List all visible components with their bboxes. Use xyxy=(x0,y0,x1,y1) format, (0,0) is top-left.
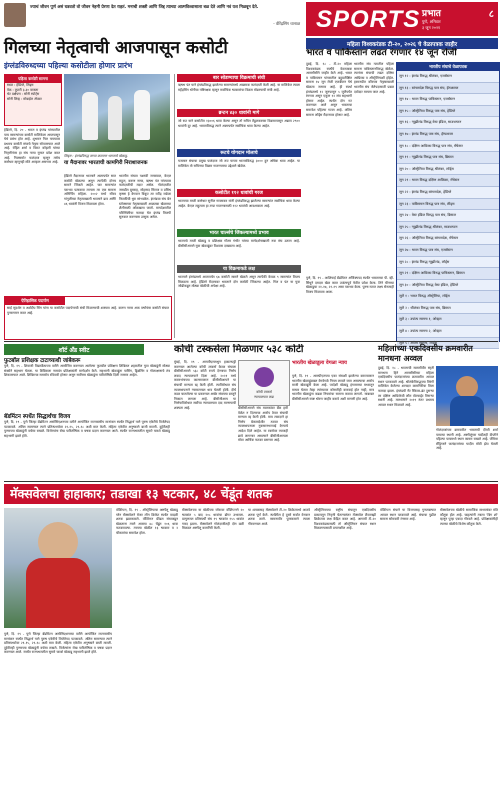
wc-schedule xyxy=(396,62,500,345)
lead-info-line: स्थळ : हेडिंग्ले, लिड्स xyxy=(7,83,34,87)
wc-body-2: भारतीय संघ गटातील पहिला सामना पाकिस्तानविरुद्ध खेळेल. त्यानंतर संघाची लढत दक्षिण आफ्रिका व ऑस्ट्रेलियाशी होईल. हरमनप्रीत कौरच्या नेतृत्वाखाली भारतीय संघ जेतेपदासाठी प्रबळ दावेदार मानला जात आहे. xyxy=(354,62,394,94)
lead-body-b: भारतीय संघात यशस्वी जयस्वाल, केएल राहुल, करुण नायर, ऋषभ पंत यांच्यावर फलंदाजीची मदार असेल. गोलंदाजीत जसप्रीत बुमराह, मोहम्मद सिराज व प्रसिध कृष्णा हे वेगवान त्रिकूट तर रवींद्र जडेजा फिरकीची धुरा सांभाळेल. इंग्लंडचा संघ बेन स्टोक्सच्या नेतृत्वाखाली आक्रमक खेळाच्या शैलीसाठी ओळखला जातो. मायदेशातील परिस्थितीचा फायदा घेत इंग्लंड विजयी सुरुवात करण्यास उत्सुक असेल. xyxy=(119,174,171,220)
paper-sub: पुणे, शनिवार xyxy=(422,19,441,24)
kochi-body: मुंबई, दि. १९ - आयपीएलमधून हकालपट्टी करण्यात आलेल्या कोची टस्कर्स केरळ संघाला बीसीसीआयने ५३८ कोटी रुपये देण्याचा निर्णय लवाद न्यायालयाने दिला आहे. २०११ मध्ये करारभंगाच्या कारणावरून बीसीसीआयने या संघाची मान्यता रद्द केली होती. त्याविरोधात संघ व्यवस्थापनाने न्यायालयात धाव घेतली होती. दीर्घ काळ चाललेल्या या प्रकरणात अखेर संघाच्या बाजूने निकाल लागला आहे. बीसीसीआय या निर्णयाविरोधात सर्वोच्च न्यायालयात दाद मागण्याची शक्यता आहे. xyxy=(174,360,236,410)
middle-title-2: ब्रन्टन ४३० धावांनी मागे xyxy=(177,109,301,117)
brief-item-1-text: पुणे, दि. १९ - शिवाजी विद्यापीठाच्या वतीने आयोजित करण्यात आलेल्या फुटबॉल प्रशिक्षण शिबिरात शहरातील युवा खेळाडूंनी मोठ्या संख्येने सहभाग घेतला. या शिबिराला नामवंत प्रशिक्षकांनी मार्गदर्शन केले. सहभागी खेळाडूंना पासिंग, ड्रिबलिंग व गोलरक्षणाचे तंत्र शिकवण्यात आले. शिबिराचा समारोप रविवारी होणार असून सर्वोत्तम खेळाडूंना पारितोषिके दिली जाणार आहेत. xyxy=(4,364,170,378)
masthead-quote-author: - वीरेंद्रसिंग धानाळ xyxy=(273,21,300,26)
schedule-row: जून २८ : इंग्लंड विरुद्ध न्यूझीलंड, लॉर्ड्स xyxy=(397,257,499,269)
lead-info-box xyxy=(4,74,62,126)
schedule-row: जून २० : ऑस्ट्रेलिया विरुद्ध श्रीलंका, लॉर्ड्स xyxy=(397,164,499,176)
bottom-body-3: या शतकासह मॅक्सवेलने टी-२० क्रिकेटमध्ये आठवे शतक पूर्ण केले. स्पर्धेतील हे दुसरे सर्वात वेगवान शतक ठरले. सामनावीर पुरस्काराने त्याला गौरवण्यात आले. xyxy=(248,508,310,526)
divider xyxy=(4,341,498,342)
middle-box-text: भारताने इंग्लंडमध्ये आतापर्यंत ६७ कसोटी सामने खेळले असून त्यापैकी केवळ ९ सामन्यांत विजय मिळवला आहे. हेडिंग्ले मैदानावर भारताने दोन कसोटी जिंकल्या आहेत. गिल व पंत या युवा जोडीकडून मोठ्या खेळीची अपेक्षा आहे. xyxy=(178,275,300,289)
kochi-logo xyxy=(238,360,290,406)
player-figure xyxy=(82,92,98,140)
lead-info-line: सोनी लिव्ह : मोबाईल अ‍ॅपवर xyxy=(7,96,42,101)
player-figure xyxy=(134,90,150,140)
wc-headline: भारत व पाकिस्तान लढत रंगणार १४ जून रोजी xyxy=(306,48,457,58)
bottom-body-side: पुणे, दि. १९ - पुणे जिल्हा बॅडमिंटन असोसिएशनच्या वतीने आयोजित राज्यस्तरीय मानांकन स्पर्धेत सिद्धार्थ याने पुरुष एकेरीचे विजेतेपद पटकावले. अंतिम सामन्यात त्याने प्रतिस्पर्ध्यावर २१-१५, २१-१८ अशी मात केली. महिला एकेरीत अनुष्काने बाजी मारली. दुहेरीतही पुण्याच्या खेळाडूंनी वर्चस्व राखले. विजेत्यांना रोख पारितोषिक व चषक प्रदान करण्यात आले. स्पर्धेत राज्यभरातील सुमारे चारशे खेळाडू सहभागी झाले होते. xyxy=(4,632,112,655)
wc-schedule-list xyxy=(397,71,499,349)
schedule-row: जून ३० : ऑस्ट्रेलिया विरुद्ध वेस्ट इंडिज, हेडिंग्ले xyxy=(397,280,499,292)
schedule-row: जून २५ : न्यूझीलंड विरुद्ध श्रीलंका, साउथम्प्टन xyxy=(397,222,499,234)
schedule-row: जुलै ३ : उपांत्य सामना १, ओव्हल xyxy=(397,314,499,326)
schedule-row: जुलै १ : भारत विरुद्ध ऑस्ट्रेलिया, लॉर्ड्स xyxy=(397,291,499,303)
kochi-body-2: बीसीसीआयने संघ मालकांवर बँक हमी वेळेत न दिल्याचा आरोप ठेवत संघाची मान्यता रद्द केली होती. मात्र लवादाने हा निर्णय बेकायदेशीर ठरवत संघ व्यवस्थापनाला नुकसानभरपाई देण्याचे आदेश दिले आहेत. या रकमेवर व्याजही द्यावे लागणार असल्याने बीसीसीआयला मोठा आर्थिक फटका बसणार आहे. xyxy=(238,406,288,443)
smriti-body-2: गोलंदाजांच्या क्रमवारीत भारताची दीप्ती शर्मा पाचव्या स्थानी आहे. अष्टपैलूंच्या यादीतही दीप्तीने पहिल्या पाचमध्ये स्थान कायम राखले आहे. जेमिमा रॉड्रिग्जने फलंदाजांच्या यादीत मोठी झेप घेतली आहे. xyxy=(436,428,498,451)
lead-body-a: हेडिंग्ले, दि. २० - भारत व इंग्लंड यांच्यातील पाच सामन्यांच्या कसोटी मालिकेला आजपासून येथे प्रारंभ होत आहे. शुभमन गिल याच्यावर प्रथमच कसोटी संघाचे नेतृत्व सोपवण्यात आले आहे. रोहित शर्मा व विराट कोहली यांच्या निवृत्तीनंतर हा संघ नव्या युगात प्रवेश करत आहे. गिलसमोर फलंदाज म्हणून तसेच कर्णधार म्हणूनही मोठे आव्हान असणार आहे. xyxy=(4,128,60,165)
page-number: ८ xyxy=(488,9,494,20)
middle-text-5: भारताचे माजी खेळाडू व प्रशिक्षक गौतम गंभीर यांच्या मार्गदर्शनाखाली नवा संघ उतरत आहे. बीसीसीआयने युवा खेळाडूंवर विश्वास दाखवला आहे. xyxy=(178,239,300,248)
divider xyxy=(4,481,498,482)
schedule-row: जून १६ : न्यूझीलंड विरुद्ध वेस्ट इंडिज, साउथम्प्टन xyxy=(397,117,499,129)
quote-box xyxy=(4,3,304,29)
maxwell-photo xyxy=(4,508,112,628)
schedule-row: जून १५ : ऑस्ट्रेलिया विरुद्ध पात्र संघ, हेडिंग्ले xyxy=(397,106,499,118)
schedule-row: जून २१ : भारत विरुद्ध दक्षिण आफ्रिका, मँचेस्टर xyxy=(397,175,499,187)
middle-text-2: जो रूट याने कसोटीत १३००६ धावा केल्या असून तो सचिन तेंडुलकरच्या विक्रमापासून अद्याप २९०० धावांनी दूर आहे. भारताविरुद्ध त्याने आतापर्यंत सर्वाधिक धावा केल्या आहेत. xyxy=(178,119,300,128)
section-banner xyxy=(306,2,498,36)
brief-item-2-text: पुणे, दि. १९ - पुणे जिल्हा बॅडमिंटन असोसिएशनच्या वतीने आयोजित राज्यस्तरीय मानांकन स्पर्धेत सिद्धार्थ याने पुरुष एकेरीचे विजेतेपद पटकावले. अंतिम सामन्यात त्याने प्रतिस्पर्ध्यावर २१-१५, २१-१८ अशी मात केली. महिला एकेरीत अनुष्काने बाजी मारली. दुहेरीतही पुण्याच्या खेळाडूंनी वर्चस्व राखले. विजेत्यांना रोख पारितोषिक व चषक प्रदान करण्यात आले. स्पर्धेत राज्यभरातील सुमारे चारशे खेळाडू सहभागी झाले होते. xyxy=(4,420,170,438)
middle-title-3: रूटचे योगदान मोलाचे xyxy=(177,149,301,157)
player-figure xyxy=(38,522,78,562)
bottom-body-5: वॉशिंग्टन संघाने या विजयासह गुणतक्त्यात अव्वल स्थान पटकावले आहे. संघाचा पुढील सामना सोमवारी रंगणार आहे. xyxy=(380,508,436,522)
schedule-row: जुलै २ : श्रीलंका विरुद्ध पात्र संघ, ब्रिस्टल xyxy=(397,303,499,315)
lead-subhead: इंग्लंडविरुध्दच्या पहिल्या कसोटीला होणार प्रारंभ xyxy=(4,61,133,70)
wc-body: दुबई, दि. १८ - टी-२० महिला विश्वकरंडक स्पर्धेचे वेळापत्रक आयसीसीने जाहीर केले आहे. भारत व पाकिस्तान यांच्यातील बहुप्रतीक्षित सामना १४ जून रोजी एजबॅस्टन येथे खेळला जाणार आहे. ही स्पर्धा इंग्लंडमध्ये १२ जूनपासून ५ जुलैपर्यंत रंगणार असून एकूण १२ संघ सहभागी होणार आहेत. स्पर्धेत दोन गट करण्यात आले असून भारताचा समावेश पहिल्या गटात आहे. अंतिम सामना लॉर्ड्स मैदानावर होणार आहे. xyxy=(306,62,352,117)
player-figure xyxy=(26,558,90,628)
wc-banner: महिला विश्वकरंडक टी-२०, २०२६ चे वेळापत्रक जाहीर xyxy=(306,38,498,49)
brief-title: शॉर्ट अँड स्वीट xyxy=(4,344,144,355)
tag-box xyxy=(4,296,172,340)
middle-title-4: कसोटीत ११२ धावांची गरज xyxy=(177,189,301,197)
lead-info-line: वेळ : दुपारी ३.३० वाजता xyxy=(7,87,39,92)
schedule-row: जून १८ : दक्षिण आफ्रिका विरुद्ध पात्र संघ, मँचेस्टर xyxy=(397,141,499,153)
kochi-headline: कोची टस्कर्सला मिळणार ५३८ कोटी xyxy=(174,344,304,355)
schedule-row: जून २७ : भारत विरुद्ध पात्र संघ, एजबॅस्टन xyxy=(397,245,499,257)
tag-text: साई सुदर्शन व अर्शदीप सिंग यांना या कसोटीत पदार्पणाची संधी मिळण्याची शक्यता आहे. करुण नायर आठ वर्षांनंतर कसोटी संघात पुनरागमन करत आहे. xyxy=(7,306,169,315)
bottom-body-6: मॅक्सवेलच्या खेळीचे सामाजिक माध्यमांवर मोठे कौतुक होत आहे. चाहत्यांनी त्याला 'बिग शो' म्हणून पुन्हा एकदा गौरवले आहे. प्रशिक्षकांनीही त्याच्या खेळीचे विशेष कौतुक केले. xyxy=(440,508,498,526)
schedule-row: जून २६ : ऑस्ट्रेलिया विरुद्ध बांगलादेश, मँचेस्टर xyxy=(397,233,499,245)
middle-title-5: भारत चार्ल्सचे जिंकल्यामध्ये प्रभाव xyxy=(177,229,301,237)
bottom-body-4: ऑस्ट्रेलियाच्या राष्ट्रीय संघातून एकदिवसीय प्रकारातून निवृत्ती घेतल्यानंतर मॅक्सवेल फ्रँचायझी क्रिकेटवर लक्ष केंद्रित करत आहे. आगामी टी-२० विश्वकरंडकासाठी तो ऑस्ट्रेलियन संघात स्थान मिळवण्यासाठी प्रयत्नशील आहे. xyxy=(314,508,376,531)
bottom-body-2: मॅक्सवेलच्या या खेळीच्या जोरावर वॉशिंग्टनने २० षटकांत ५ बाद २०८ धावांचा डोंगर उभारला. प्रत्युत्तरात प्रतिस्पर्धी संघ १९ षटकांत १५५ धावांत गारद झाला. मॅक्सवेलने गोलंदाजीतही दोन बळी मिळवत अष्टपैलू कामगिरी केली. xyxy=(182,508,244,531)
schedule-row: जून २२ : इंग्लंड विरुद्ध बांगलादेश, हेडिंग्ले xyxy=(397,187,499,199)
player-figure xyxy=(450,396,484,426)
side-text: हेडिंग्ले मैदानावर भारताने आतापर्यंत सात कसोटी खेळल्या असून त्यापैकी दोनच सामने जिंकले आहेत. चार सामन्यांत पराभव पत्करावा लागला तर एक सामना अनिर्णित राहिला. २००२ मध्ये सौरव गांगुलीच्या नेतृत्वाखाली भारताने डाव आणि ४६ धावांनी विजय मिळवला होता. xyxy=(64,174,116,206)
bottom-headline: मॅक्सवेलचा हाहाकार; तडाखा १३ षटकार, ४८ चेंडूंत शतक xyxy=(10,486,273,501)
deal-body: पुणे, दि. १९ - आयपीएलच्या एका संघाशी झालेल्या करारावरून भारतीय खेळाडूंबाबत वेगवेगळे नियम लावले जात असल्याचा आरोप माजी खेळाडूंनी केला आहे. परदेशी खेळाडू हंगामाच्या मध्यातून माघार घेतात तेव्हा त्यांच्यावर कोणतीही कारवाई होत नाही, मात्र भारतीय खेळाडूंना कडक नियमांचा सामना करावा लागतो. याबाबत बीसीसीआयने स्पष्ट धोरण जाहीर करावे अशी मागणी होत आहे. xyxy=(292,374,374,401)
smriti-body: दुबई, दि. १८ - भारताची सलामीवीर स्मृती मानधना हिने आयसीसीच्या महिला एकदिवसीय फलंदाजांच्या क्रमवारीत अव्वल स्थान पटकावले आहे. श्रीलंकेविरुद्धच्या तिरंगी मालिकेत केलेल्या शानदार कामगिरीचा तिला फायदा झाला. इंग्लंडची नॅट स्किवर-ब्रंट दुसऱ्या तर दक्षिण आफ्रिकेची लॉरा वोल्वार्ड्ट तिसऱ्या स्थानी आहे. मानधनाने २०१९ नंतर प्रथमच अव्वल स्थान मिळवले आहे. xyxy=(378,366,434,407)
author-avatar xyxy=(4,3,26,27)
schedule-row: जून १७ : इंग्लंड विरुद्ध पात्र संघ, हॅम्पशायर xyxy=(397,129,499,141)
brief-item-2-title: बॅडमिंटन स्पर्धेत सिद्धार्थचा विजय xyxy=(4,414,71,420)
lead-photo xyxy=(64,74,170,152)
wc-schedule-title: भारतीय संघाचे वेळापत्रक xyxy=(397,63,499,71)
lead-info-title: पहिला कसोटी सामना xyxy=(5,75,61,83)
schedule-row: जुलै ५ : अंतिम सामना, लॉर्ड्स xyxy=(397,338,499,350)
side-headline: या मैदानावर भारताची कामगिरी निराशाजनक xyxy=(64,160,148,166)
paper-name: प्रभात xyxy=(422,9,441,19)
smriti-headline: महिलांच्या एकदिवसीय क्रमवारीत मानधना अव्वल xyxy=(378,344,473,363)
schedule-row: जून १४ : भारत विरुद्ध पाकिस्तान, एजबॅस्टन xyxy=(397,94,499,106)
middle-text-1: ऋषभ पंत याने इंग्लंडविरुद्ध झालेल्या सामन्यांमध्ये आक्रमक फलंदाजी केली आहे. या मालिकेत त्याला महेंद्रसिंग धोनीचा यष्टिरक्षक म्हणून सर्वाधिक षटकारांचा विक्रम मोडण्याची संधी आहे. xyxy=(178,83,300,92)
schedule-row: जून १२ : इंग्लंड विरुद्ध श्रीलंका, एजबॅस्टन xyxy=(397,71,499,83)
player-figure xyxy=(108,96,122,140)
middle-text-4: भारताचा माजी कर्णधार सुनील गावसकर यांनी इंग्लंडविरुद्ध झालेल्या सामन्यांत सर्वाधिक धावा केल्या आहेत. केएल राहुलला हा टप्पा गाठण्यासाठी ११२ धावांची आवश्यकता आहे. xyxy=(178,199,300,208)
brief-item-1-title: फुटबॉल प्रशिक्षक टाटाच्याशी जांबेकरू xyxy=(4,358,81,364)
player-figure xyxy=(456,376,478,398)
elephant-logo-icon xyxy=(254,367,274,387)
lead-info-line: थेट प्रक्षेपण : सोनी स्पोर्ट्स xyxy=(7,92,40,97)
middle-column xyxy=(174,74,303,338)
schedule-row: जुलै ४ : उपांत्य सामना २, ओव्हल xyxy=(397,326,499,338)
tag-title: ऐतिहासिक पदार्पण xyxy=(5,297,65,305)
schedule-row: जून २३ : पाकिस्तान विरुद्ध पात्र संघ, लीड्स xyxy=(397,199,499,211)
deal-headline: भारतीय खेळाडूला वेगळा न्याय xyxy=(292,360,347,366)
schedule-row: जून २९ : दक्षिण आफ्रिका विरुद्ध पाकिस्तान, ब्रिस्टल xyxy=(397,268,499,280)
paper-date: ३ जून २०२१ xyxy=(422,25,441,30)
smriti-photo xyxy=(436,366,498,426)
paper-logo xyxy=(422,6,494,32)
middle-box-title: या विक्रमाकडे लक्ष xyxy=(177,265,301,273)
bottom-banner xyxy=(4,484,498,504)
section-title: SPORTS xyxy=(316,6,421,33)
masthead-quote: ज्याचं जीवन पूर्ण असं घडवतो वो जीवन नेहमी प्रेरणा देत राहतं. मनाची शक्ती आणि जिद्द त्याच्या आत्मविश्वासाला बळ देते आणि नवं यश मिळवून देते. xyxy=(30,4,259,9)
lead-photo-caption: लिड्स : इंग्लंडविरुद्ध सराव करताना भारताचे खेळाडू. xyxy=(64,154,128,158)
kochi-logo-caption: कोची टस्कर्स न्यायालयात लढा xyxy=(254,390,274,399)
schedule-row: जून २४ : वेस्ट इंडिज विरुद्ध पात्र संघ, ब्रिस्टल xyxy=(397,210,499,222)
wc-body-extra: पुणे, दि. १९ - आशियाई बॅडमिंटन अजिंक्यपद स्पर्धेत भारताच्या पी. व्ही. सिंधूने दमदार खेळ करत उपांत्यपूर्व फेरीत प्रवेश केला. तिने चीनच्या खेळाडूचा २१-१७, २१-१९ असा पराभव केला. पुरुष गटात लक्ष्य सेनलाही विजय मिळवता आला. xyxy=(306,276,394,294)
bottom-body-1: वॉशिंग्टन, दि. १९ - ऑस्ट्रेलियाचा अष्टपैलू खेळाडू ग्लेन मॅक्सवेलने मेजर लीग क्रिकेट स्पर्धेत वादळी शतक झळकावले. वॉशिंग्टन फ्रीडम संघाकडून खेळताना त्याने अवघ्या ४८ चेंडूंत १०६ धावा फटकावल्या. त्याच्या खेळीत १३ षटकार व २ चौकारांचा समावेश होता. xyxy=(116,508,178,535)
lead-headline: गिलच्या नेतृत्वाची आजपासून कसोटी xyxy=(4,38,228,58)
middle-title-1: बार सोडण्याचा विक्रमाची संधी xyxy=(177,74,301,82)
schedule-row: जून १९ : न्यूझीलंड विरुद्ध पात्र संघ, ब्रिस्टल xyxy=(397,152,499,164)
middle-text-3: यजमान संघाचा प्रमुख फलंदाज जो रूट याच्या भारताविरुद्ध ३००० हून अधिक धावा आहेत. या मालिकेत तो सचिनचा विक्रम गाठण्याच्या उद्देशाने खेळेल. xyxy=(178,159,300,168)
schedule-row: जून १३ : बांगलादेश विरुद्ध पात्र संघ, हॅम्पशायर xyxy=(397,83,499,95)
